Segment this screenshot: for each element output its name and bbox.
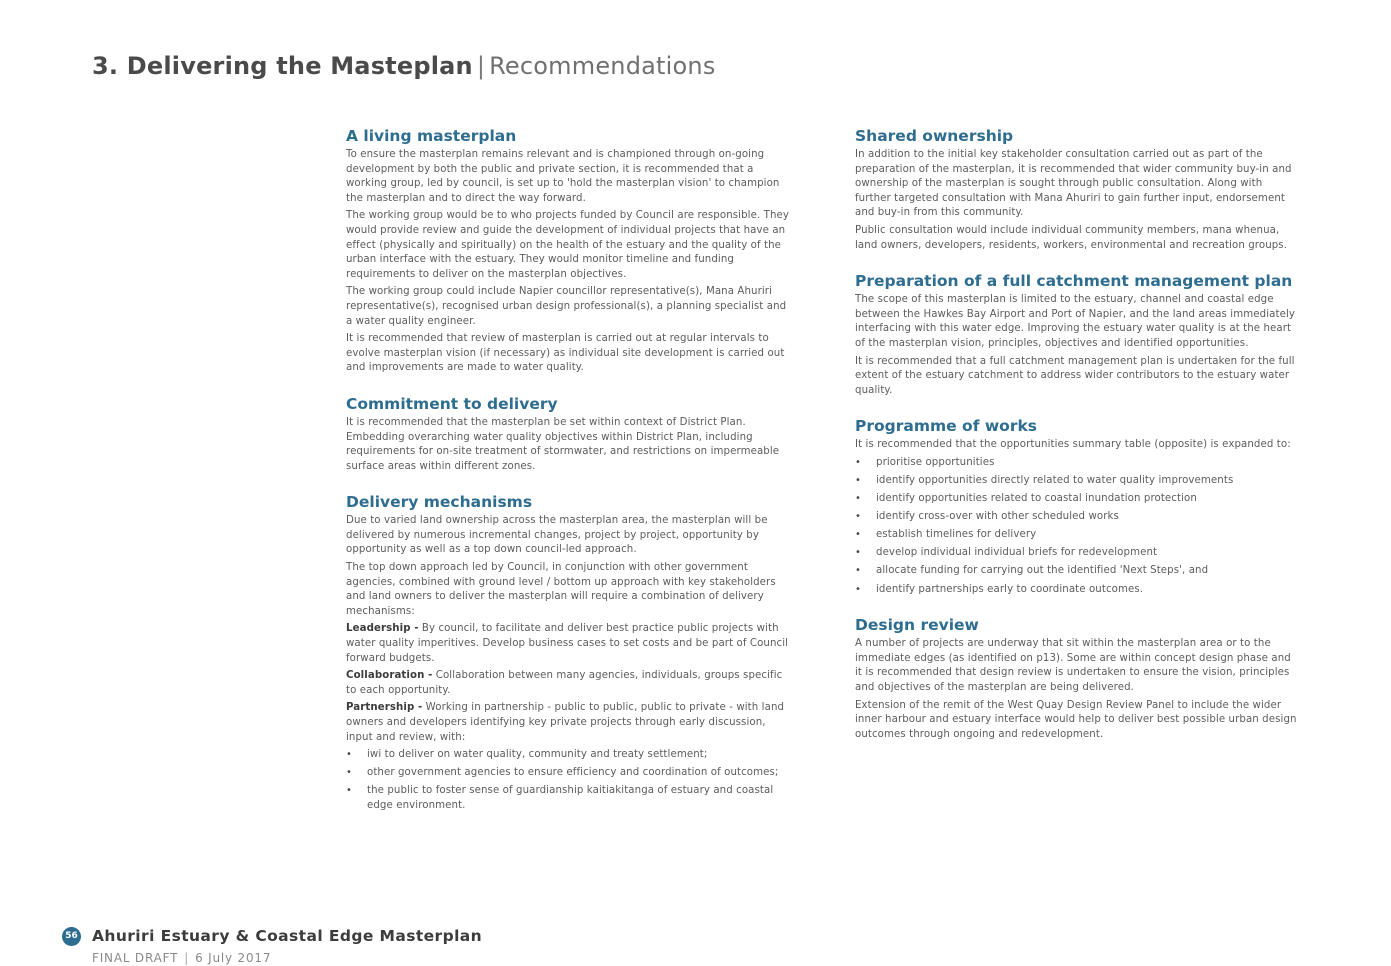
section-heading: Design review [855,616,979,635]
document-title: Ahuriri Estuary & Coastal Edge Masterplan [92,927,483,945]
paragraph: Extension of the remit of the West Quay Design Review Panel to include the wider inner harbour and estuary interface would help to deliver best possible urban design outcomes through ongoing and redevelopment. [855,699,1297,740]
bullet-icon: • [346,749,352,761]
section-commitment-to-delivery [346,394,792,474]
footer-separator: | [184,951,190,965]
section-design-review [855,615,1297,742]
paragraph: The working group would be to who projects funded by Council are responsible. They would provide review and guide the development of individual projects that have an effect (physically and spiritually) on the health of the estuary and the quality of the urban interface with the estuary. They would monitor timeline and funding requirements to deliver on the masterplan objectives. [346,210,790,280]
list-item-text: identify opportunities related to coastal inundation protection [876,493,1197,505]
list-item-text: identify opportunities directly related to water quality improvements [876,475,1234,486]
list-item [346,766,792,781]
programme-bullet-list [855,456,1297,597]
list-item-text: establish timelines for delivery [876,529,1037,541]
page-title [92,50,992,82]
bullet-icon: • [346,767,352,779]
list-item [346,748,792,763]
paragraph: The scope of this masterplan is limited to the estuary, channel and coastal edge between the Hawkes Bay Airport and Port of Napier, and the land areas immediately interfacing with this water edge. Improving the estuary water quality is at the heart of the masterplan vision, principles, objectives and identified opportunities. [855,294,1295,349]
bullet-icon: • [855,475,861,486]
paragraph-leadership [346,622,792,666]
bullet-icon: • [855,583,861,595]
list-item [855,564,1297,579]
section-heading: A living masterplan [346,127,517,145]
collaboration-text: Collaboration between many agencies, individuals, groups specific to each opportunity. [346,670,783,696]
list-item-text: iwi to deliver on water quality, community and treaty settlement; [367,749,708,761]
list-item-text: identify partnerships early to coordinate outcomes. [876,583,1144,595]
section-shared-ownership [855,126,1297,253]
bullet-icon: • [855,511,861,523]
section-heading: Preparation of a full catchment management plan [855,272,1293,291]
bullet-icon: • [346,785,352,797]
list-item [855,492,1297,507]
bullet-icon: • [855,529,861,541]
section-heading: Delivery mechanisms [346,493,533,512]
paragraph: Public consultation would include individual community members, mana whenua, land owners, developers, residents, workers, environmental and recreation groups. [855,224,1288,251]
paragraph: It is recommended that the opportunities summary table (opposite) is expanded to: [855,439,1291,451]
section-living-masterplan [346,126,792,376]
paragraph: The working group could include Napier councillor representative(s), Mana Ahuriri representative(s), recognised urban design professional(s), a planning specialist and a water quality engineer. [346,286,787,327]
list-item [855,528,1297,543]
list-item-text: develop individual individual briefs for redevelopment [876,547,1158,559]
left-column [346,126,792,832]
list-item-text: the public to foster sense of guardianship kaitiakitanga of estuary and coastal edge environment. [367,785,774,811]
paragraph: It is recommended that review of masterplan is carried out at regular intervals to evolve masterplan vision (if necessary) as individual site development is carried out and improvements are made to water quality. [346,333,785,374]
bullet-icon: • [855,547,861,559]
list-item [346,784,792,813]
page-title-separator: | [476,52,486,80]
document-date: 6 July 2017 [195,951,272,965]
list-item [855,510,1297,525]
list-item [855,546,1297,561]
term-leadership: Leadership - [346,623,419,635]
draft-status: FINAL DRAFT [92,951,179,965]
page-title-section: 3. Delivering the Masteplan [92,52,473,80]
list-item [855,456,1297,471]
paragraph-partnership [346,701,792,745]
page-number-badge: 56 [62,927,81,946]
bullet-icon: • [855,565,861,577]
leadership-text: By council, to facilitate and deliver best practice public projects with water quality imperitives. Develop business cases to set costs and be part of Council forward budgets. [346,623,789,664]
paragraph: It is recommended that the masterplan be set within context of District Plan. Embedding overarching water quality objectives within District Plan, including requirements for on-site treatment of stormwater, and restrictions on impermeable surface areas within different zones. [346,416,780,472]
list-item [855,474,1297,489]
paragraph: A number of projects are underway that sit within the masterplan area or to the immediate edges (as identified on p13). Some are within concept design phase and it is recommended that design review is undertaken to ensure the vision, principles and objectives of the masterplan are being delivered. [855,638,1291,693]
section-delivery-mechanisms [346,492,792,813]
paragraph: To ensure the masterplan remains relevant and is championed through on-going development by both the public and private section, it is recommended that a working group, led by council, is set up to 'hold the masterplan vision' to champion the masterplan and to direct the way forward. [346,149,780,204]
right-column [855,126,1297,760]
paragraph: The top down approach led by Council, in conjunction with other government agencies, combined with ground level / bottom up approach with key stakeholders and land owners to deliver the masterplan will require a combination of delivery mechanisms: [346,562,776,617]
list-item-text: identify cross-over with other scheduled works [876,511,1119,523]
document-status [92,950,271,966]
paragraph: In addition to the initial key stakeholder consultation carried out as part of the preparation of the masterplan, it is recommended that wider community buy-in and ownership of the masterplan is sought through public consultation. Along with further targeted consultation with Mana Ahuriri to gain further input, endorsement and buy-in from this community. [855,149,1292,219]
paragraph-collaboration [346,669,792,698]
list-item-text: prioritise opportunities [876,456,995,468]
section-heading: Programme of works [855,417,1037,436]
section-catchment-management-plan [855,271,1297,398]
term-partnership: Partnership - [346,702,423,714]
list-item-text: allocate funding for carrying out the identified 'Next Steps', and [876,565,1209,577]
paragraph: It is recommended that a full catchment management plan is undertaken for the full extent of the estuary catchment to address wider contributors to the estuary water quality. [855,355,1295,396]
bullet-icon: • [855,493,861,505]
section-heading: Commitment to delivery [346,394,558,413]
paragraph: Due to varied land ownership across the masterplan area, the masterplan will be delivered by numerous incremental changes, project by project, opportunity by opportunity as well as a top down council-led approach. [346,515,768,556]
list-item [855,583,1297,598]
bullet-icon: • [855,456,861,468]
partnership-text: Working in partnership - public to public, public to private - with land owners and developers identifying key private projects through early discussion, input and review, with: [346,702,785,743]
partnership-bullet-list [346,748,792,813]
list-item-text: other government agencies to ensure efficiency and coordination of outcomes; [367,767,779,779]
section-heading: Shared ownership [855,127,1014,145]
page-title-subtitle: Recommendations [489,52,716,80]
term-collaboration: Collaboration - [346,670,433,682]
section-programme-of-works [855,416,1297,597]
